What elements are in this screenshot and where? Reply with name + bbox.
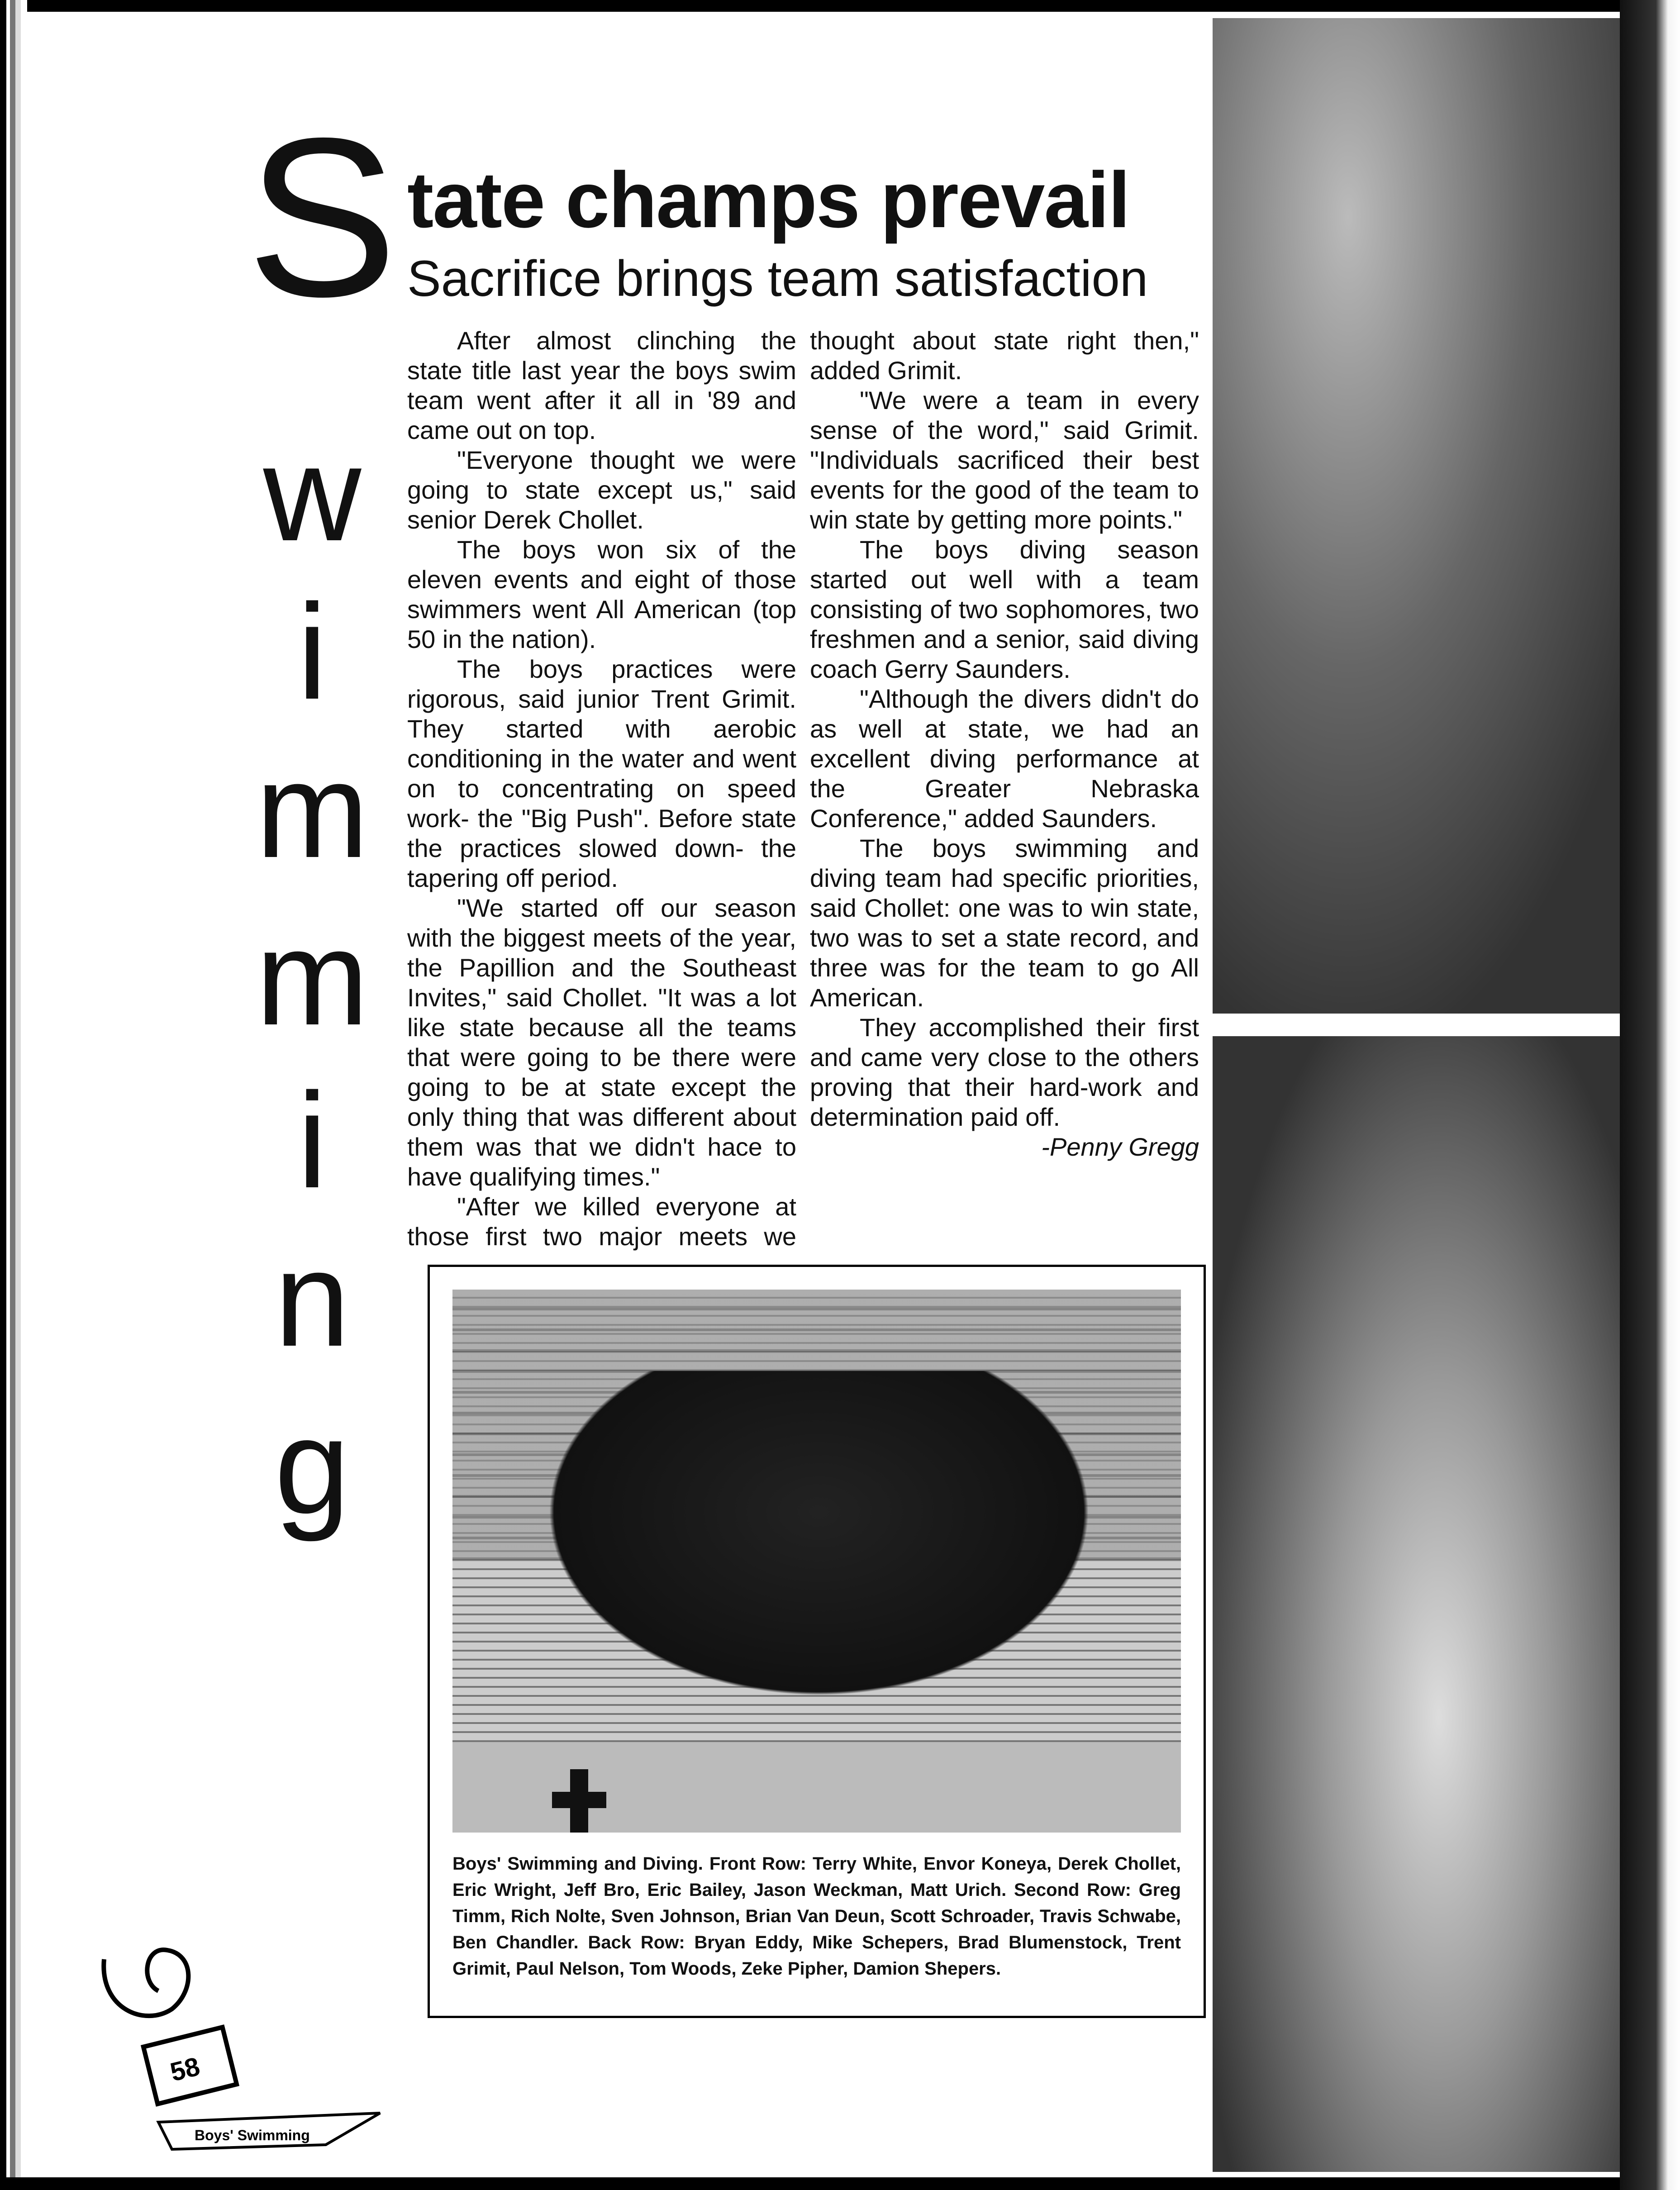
headline: tate champs prevail (407, 156, 1130, 244)
page-binding-edge (0, 0, 27, 2190)
pool-deck (452, 1742, 1181, 1833)
swimmers-in-pool-photo (1213, 18, 1665, 1014)
section-title-letter: g (274, 1390, 350, 1542)
photo-divider (1213, 1014, 1665, 1036)
section-title-letter: i (297, 576, 328, 728)
article-paragraph: "Although the divers didn't do as well at state, we had an excellent diving performance at the Greater Nebraska Conference," added Saunders. (810, 685, 1199, 833)
article-body (407, 326, 1199, 1253)
byline: -Penny Gregg (1041, 1133, 1199, 1161)
lane-marker-horizontal (552, 1792, 606, 1808)
page-edge-bottom (0, 2177, 1680, 2190)
team-photo (452, 1290, 1181, 1833)
section-title-letter: i (297, 1064, 328, 1216)
section-title-letter: m (256, 901, 369, 1053)
page-number: 58 (167, 2052, 203, 2087)
article-paragraph: The boys swimming and diving team had specific priorities, said Chollet: one was to win state, two was to set a state record, and three was for the team to go All American. (810, 834, 1199, 1012)
article-paragraph: "After we killed everyone at those first two major meets we thought about state right then," added Grimit. (407, 326, 1199, 1251)
photo-caption: Boys' Swimming and Diving. Front Row: Terry White, Envor Koneya, Derek Chollet, Eric Wright, Jeff Bro, Eric Bailey, Jason Weckman, Matt Urich. Second Row: Greg Timm, Rich Nolte, Sven Johnson, Brian Van Deun, Scott Schroader, Travis Schwabe, Ben Chandler. Back Row: Bryan Eddy, Mike Schepers, Brad Blumenstock, Trent Grimit, Paul Nelson, Tom Woods, Zeke Pipher, Damion Shepers. (452, 1854, 1181, 1979)
page-edge-top (0, 0, 1680, 12)
page-gutter-shadow (1620, 0, 1680, 2190)
article-paragraph: The boys diving season started out well with a team consisting of two sophomores, two freshmen and a senior, said diving coach Gerry Saunders. (810, 535, 1199, 683)
section-title-letter: w (263, 417, 362, 569)
section-label: Boys' Swimming (195, 2127, 310, 2143)
swimmer-on-block-photo (1213, 1036, 1665, 2172)
section-title-letter: n (274, 1223, 350, 1375)
team-group (507, 1371, 1131, 1724)
logo-swirl (104, 1950, 188, 2016)
section-title-letter: m (256, 734, 369, 886)
page-number-logo (90, 1941, 385, 2154)
team-photo-frame (428, 1265, 1206, 2018)
article-paragraph: The boys practices were rigorous, said junior Trent Grimit. They started with aerobic conditioning in the water and went on to concentrating on speed work- the "Big Push". Before state the practices slowed down- the tapering off period. (407, 655, 796, 892)
article-paragraph: "We were a team in every sense of the word," said Grimit. "Individuals sacrificed their best events for the good of the team to win state by getting more points." (810, 386, 1199, 534)
article-paragraph: "We started off our season with the biggest meets of the year, the Papillion and the Southeast Invites," said Chollet. "It was a lot like state because all the teams that were going to be there were going to be at state except the only thing that was different about them was that we didn't hace to have qualifying times." (407, 894, 796, 1191)
article-paragraph: After almost clinching the state title last year the boys swim team went after it all in '89 and came out on top. (407, 326, 796, 444)
article-paragraph: They accomplished their first and came very close to the others proving that their hard-work and determination paid off. (810, 1013, 1199, 1131)
subhead: Sacrifice brings team satisfaction (407, 250, 1148, 307)
section-title-initial: S (247, 90, 393, 343)
article-paragraph: The boys won six of the eleven events and eight of those swimmers went All American (top 50 in the nation). (407, 535, 796, 653)
article-paragraph: "Everyone thought we were going to state except us," said senior Derek Chollet. (407, 446, 796, 534)
